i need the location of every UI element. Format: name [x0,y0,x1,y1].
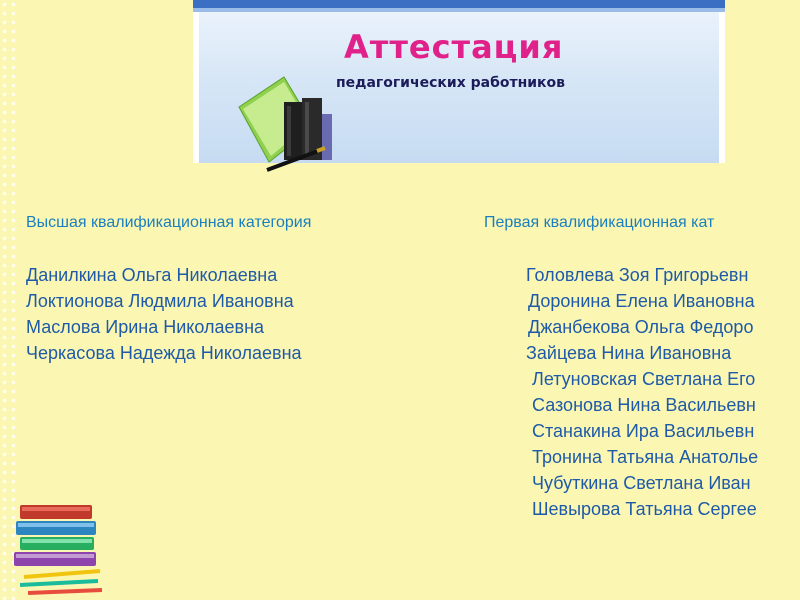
highest-name-item: Маслова Ирина Николаевна [26,317,265,337]
first-name-item: Летуновская Светлана Его [532,369,756,389]
highest-category-heading: Высшая квалификационная категория [26,214,312,231]
banner-background [199,12,719,163]
first-category-heading: Первая квалификационная кат [484,214,715,231]
banner-subtitle: педагогических работников [336,75,566,91]
first-name-item: Доронина Елена Ивановна [528,291,755,311]
highest-name-item: Данилкина Ольга Николаевна [26,265,278,285]
first-name-item: Зайцева Нина Ивановна [526,343,732,363]
books-icon [229,52,339,172]
first-name-item: Головлева Зоя Григорьевн [526,265,749,285]
banner-title: Аттестация [344,28,564,66]
first-name-item: Тронина Татьяна Анатолье [532,447,759,467]
highest-name-item: Локтионова Людмила Ивановна [26,291,294,311]
first-name-item: Сазонова Нина Васильевн [532,395,756,415]
first-name-item: Джанбекова Ольга Федоро [528,317,754,337]
first-name-item: Шевырова Татьяна Сергее [532,499,757,519]
highest-name-item: Черкасова Надежда Николаевна [26,343,302,363]
attestation-banner [193,0,725,163]
first-name-item: Станакина Ира Васильевн [532,421,755,441]
first-name-item: Чубуткина Светлана Иван [532,473,751,493]
stacked-books-icon [10,495,110,600]
